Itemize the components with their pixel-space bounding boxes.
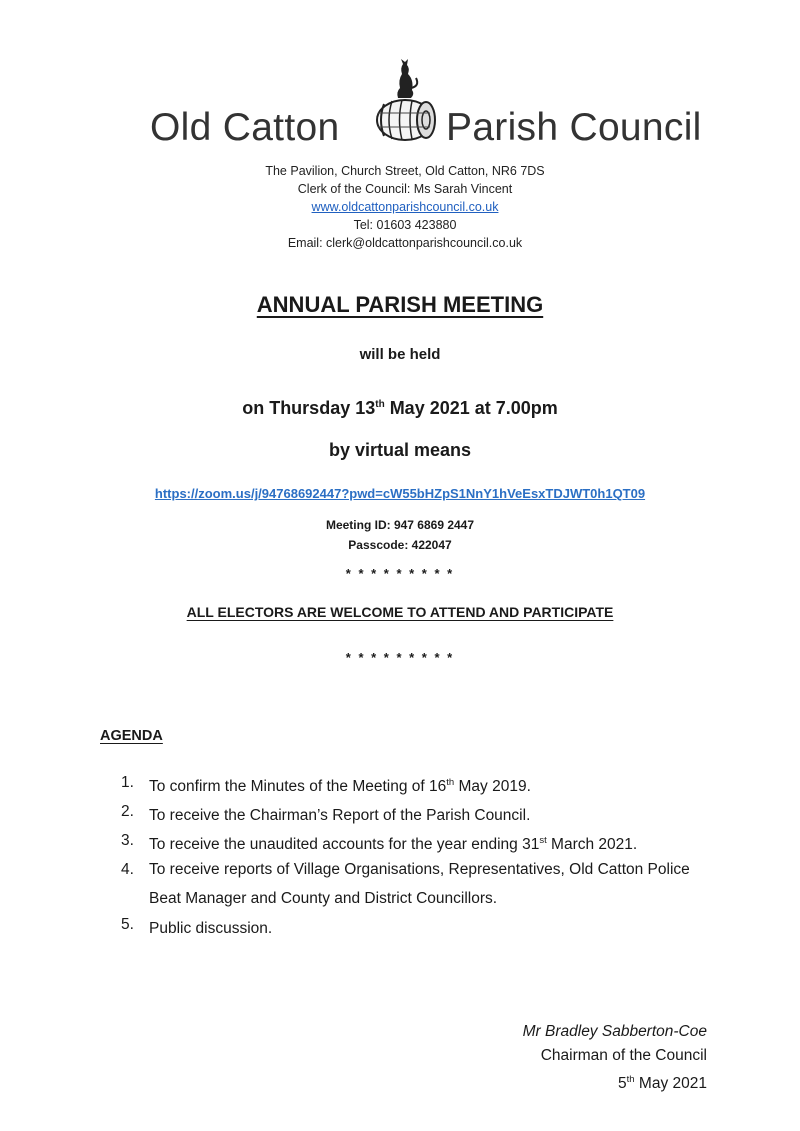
virtual-means-text: by virtual means [328, 440, 472, 460]
clerk-line: Clerk of the Council: Ms Sarah Vincent [297, 182, 513, 196]
address-line: The Pavilion, Church Street, Old Catton, NR6 7DS [265, 164, 545, 178]
barrel-cat-logo-icon [370, 58, 440, 153]
agenda-heading: AGENDA [100, 728, 163, 744]
telephone-line: Tel: 01603 423880 [353, 218, 457, 232]
zoom-link[interactable]: https://zoom.us/j/94768692447?pwd=cW55bHZpS1NnY1hVeEsxTDJWT0h1QT09 [154, 486, 646, 501]
electors-notice: ALL ELECTORS ARE WELCOME TO ATTEND AND PARTICIPATE [186, 604, 614, 620]
agenda-list [121, 770, 741, 941]
zoom-line[interactable] [0, 486, 800, 501]
email-line: Email: clerk@oldcattonparishcouncil.co.uk [287, 236, 523, 250]
agenda-item: 5. Public discussion. [121, 915, 273, 937]
agenda-item: 4. To receive reports of Village Organisations, Representatives, Old Catton Police Beat Manager and County and District Councillors. [121, 861, 690, 908]
meeting-date: on Thursday 13th May 2021 at 7.00pm [242, 398, 558, 418]
agenda-item: 1. To confirm the Minutes of the Meeting of 16th May 2019. [121, 774, 531, 796]
website-link[interactable]: www.oldcattonparishcouncil.co.uk [311, 200, 499, 214]
signatory-name: Mr Bradley Sabberton-Coe [522, 1023, 707, 1040]
signatory-role: Chairman of the Council [540, 1047, 707, 1064]
passcode: Passcode: 422047 [348, 538, 452, 552]
council-title-left: Old Catton [150, 106, 340, 149]
meeting-heading: ANNUAL PARISH MEETING [256, 292, 544, 317]
will-be-held-text: will be held [359, 346, 441, 363]
separator-stars-bottom: * * * * * * * * * [345, 650, 455, 665]
agenda-item: 2. To receive the Chairman’s Report of the Parish Council. [121, 803, 531, 825]
agenda-item: 3. To receive the unaudited accounts for the year ending 31st March 2021. [121, 832, 638, 854]
website-line[interactable] [250, 198, 560, 217]
separator-stars-top: * * * * * * * * * [345, 566, 455, 581]
council-title-right: Parish Council [446, 106, 702, 149]
signature-date: 5th May 2021 [618, 1074, 707, 1093]
meeting-id: Meeting ID: 947 6869 2447 [325, 518, 475, 532]
